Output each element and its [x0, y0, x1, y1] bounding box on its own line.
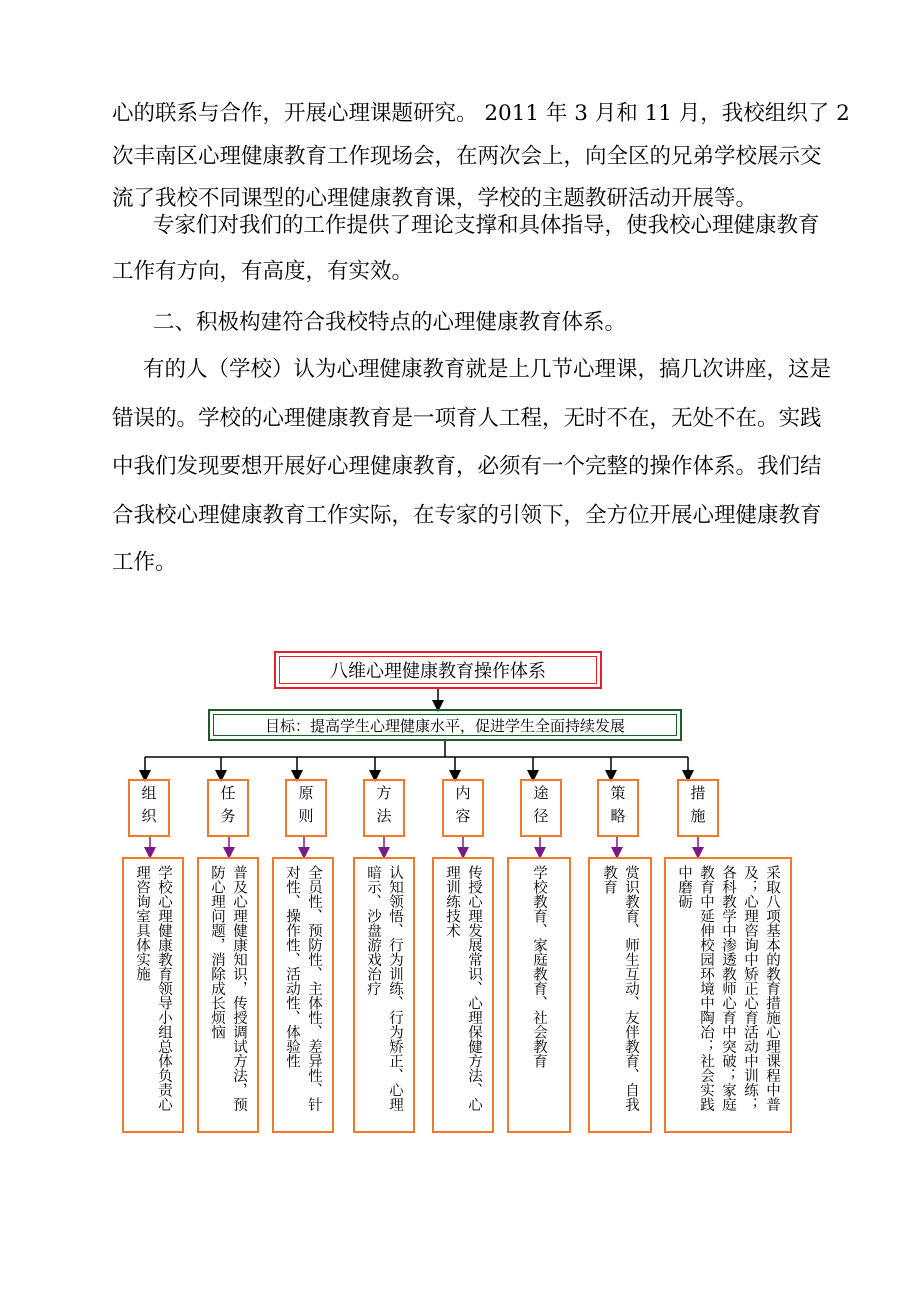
category-box-strategy	[597, 779, 639, 837]
category-arrows	[145, 757, 688, 776]
detail-text: 赏识教育、师生互动、友伴教育、自我教育	[601, 865, 639, 1112]
goal-text: 目标：提高学生心理健康水平，促进学生全面持续发展	[213, 714, 677, 736]
paragraph-line: 工作。	[112, 550, 177, 575]
paragraph-line: 中我们发现要想开展好心理健康教育，必须有一个完整的操作体系。我们结	[112, 454, 822, 479]
paragraph-line: 专家们对我们的工作提供了理论支撑和具体指导，使我校心理健康教育	[153, 213, 820, 238]
paragraph-line: 次丰南区心理健康教育工作现场会，在两次会上，向全区的兄弟学校展示交	[112, 144, 822, 169]
category-box-content	[442, 779, 484, 837]
detail-arrows	[150, 837, 698, 853]
category-box-measures	[677, 779, 719, 837]
detail-box-method	[353, 857, 415, 1133]
paragraph-line: 合我校心理健康教育工作实际，在专家的引领下，全方位开展心理健康教育	[112, 503, 822, 528]
detail-text: 学校教育、家庭教育、社会教育	[531, 865, 547, 1068]
paragraph-line: 心的联系与合作，开展心理课题研究。 2011 年 3 月和 11 月，我校组织了 2	[112, 101, 850, 126]
goal-box	[208, 709, 682, 741]
paragraph-line: 有的人（学校）认为心理健康教育就是上几节心理课，搞几次讲座，这是	[143, 357, 832, 382]
category-label: 任务	[218, 785, 237, 831]
category-box-approach	[520, 779, 562, 837]
detail-text: 全员性、预防性、主体性、差异性、针对性、操作性、活动性、体验性	[284, 865, 322, 1112]
diagram-title-box	[274, 651, 602, 689]
detail-text: 认知领悟、行为训练、行为矫正、心理暗示、沙盘游戏治疗	[365, 865, 403, 1112]
detail-box-strategy	[588, 857, 652, 1133]
paragraph-line: 错误的。学校的心理健康教育是一项育人工程，无时不在，无处不在。实践	[112, 406, 822, 431]
category-label: 途径	[531, 785, 550, 831]
category-box-method	[363, 779, 405, 837]
category-label: 内容	[453, 785, 472, 831]
detail-text: 普及心理健康知识，传授调试方法，预防心理问题，消除成长烦恼	[209, 865, 247, 1112]
category-label: 原则	[296, 785, 315, 831]
category-label: 策略	[608, 785, 627, 831]
category-label: 方法	[374, 785, 393, 831]
detail-text: 传授心理发展常识、心理保健方法、心理训练技术	[444, 865, 482, 1112]
detail-box-measures	[664, 857, 792, 1133]
detail-text: 学校心理健康教育领导小组总体负责心理咨询室具体实施	[134, 865, 172, 1112]
paragraph-line: 工作有方向，有高度，有实效。	[112, 259, 414, 284]
diagram-title: 八维心理健康教育操作体系	[279, 656, 597, 684]
detail-box-organization	[122, 857, 184, 1133]
detail-box-principle	[272, 857, 334, 1133]
category-label: 措施	[688, 785, 707, 831]
detail-box-content	[432, 857, 494, 1133]
category-label: 组织	[139, 785, 158, 831]
detail-box-approach	[507, 857, 571, 1133]
category-box-organization	[128, 779, 170, 837]
category-box-principle	[285, 779, 327, 837]
detail-text: 采取八项基本的教育措施心理课程中普及；心理咨询中矫正心育活动中训练；各科教学中渗透教师心育中突破；家庭教育中延伸校园环境中陶冶；社会实践中磨砺	[676, 865, 780, 1112]
category-box-task	[207, 779, 249, 837]
detail-box-task	[197, 857, 259, 1133]
paragraph-line: 流了我校不同课型的心理健康教育课，学校的主题教研活动开展等。	[112, 186, 758, 211]
section-heading: 二、积极构建符合我校特点的心理健康教育体系。	[153, 310, 627, 335]
